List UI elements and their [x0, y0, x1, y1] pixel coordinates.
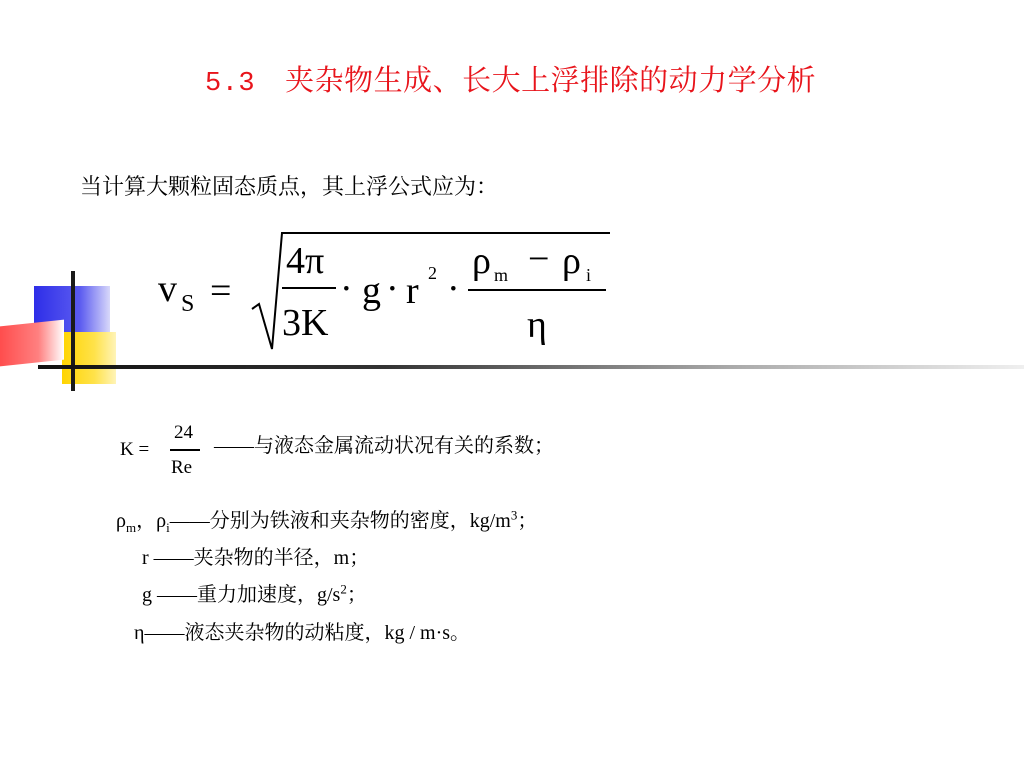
rho-i-sub: i	[586, 265, 592, 285]
k-numerator: 24	[174, 422, 193, 443]
title-text: 夹杂物生成、长大上浮排除的动力学分析	[285, 65, 817, 97]
page-title	[205, 58, 816, 99]
g-definition	[142, 578, 367, 607]
dot-2: ·	[386, 268, 399, 310]
formula-r: r	[406, 270, 419, 312]
title-number: 5.3	[205, 69, 256, 99]
frac1-denominator: 3K	[282, 302, 329, 344]
g-unit-exp: 2	[340, 581, 347, 597]
formula	[150, 225, 620, 355]
rho-m-sub: m	[494, 265, 509, 285]
rho-comma: ，	[136, 510, 157, 532]
rho-m: ρ	[472, 240, 491, 282]
formula-lhs: v	[158, 268, 177, 310]
rho-description: ——分别为铁液和夹杂物的密度，kg/m	[169, 510, 511, 532]
g-description: g ——重力加速度，g/s	[142, 584, 341, 606]
k-definition	[120, 420, 660, 484]
r-definition: r ——夹杂物的半径，m；	[142, 547, 370, 569]
decor-horizontal-line	[38, 365, 1024, 369]
rho-definition	[116, 504, 537, 536]
rho-i-symbol: ρ	[156, 510, 167, 532]
rho-i: ρ	[562, 240, 581, 282]
rho-m-symbol: ρ	[116, 510, 126, 532]
decor-red-bar	[0, 320, 64, 367]
dot-3: ·	[447, 268, 460, 310]
decor-vertical-line	[71, 271, 75, 391]
rho-m-sub-def: m	[125, 520, 137, 535]
eta-definition: η——液态夹杂物的动粘度，kg / m·s。	[134, 622, 471, 644]
k-denominator: Re	[171, 457, 193, 478]
rho-i-sub-def: i	[166, 520, 170, 535]
formula-eta: η	[527, 304, 547, 346]
dot-1: ·	[340, 268, 353, 310]
g-end: ；	[346, 584, 367, 606]
formula-lhs-sub: S	[181, 291, 195, 317]
frac2-bar	[468, 289, 606, 291]
rho-unit-exp: 3	[510, 507, 518, 523]
k-lhs: K =	[120, 439, 150, 460]
k-frac-bar	[170, 449, 200, 451]
formula-minus: −	[528, 238, 550, 280]
frac1-numerator: 4π	[286, 240, 325, 282]
intro-text: 当计算大颗粒固态质点，其上浮公式应为：	[80, 174, 499, 199]
k-description: ——与液态金属流动状况有关的系数；	[214, 435, 554, 457]
formula-equals: =	[210, 270, 232, 312]
frac1-bar	[282, 287, 336, 289]
formula-r-exp: 2	[428, 263, 437, 283]
formula-g: g	[362, 270, 381, 312]
rho-end: ；	[517, 510, 538, 532]
